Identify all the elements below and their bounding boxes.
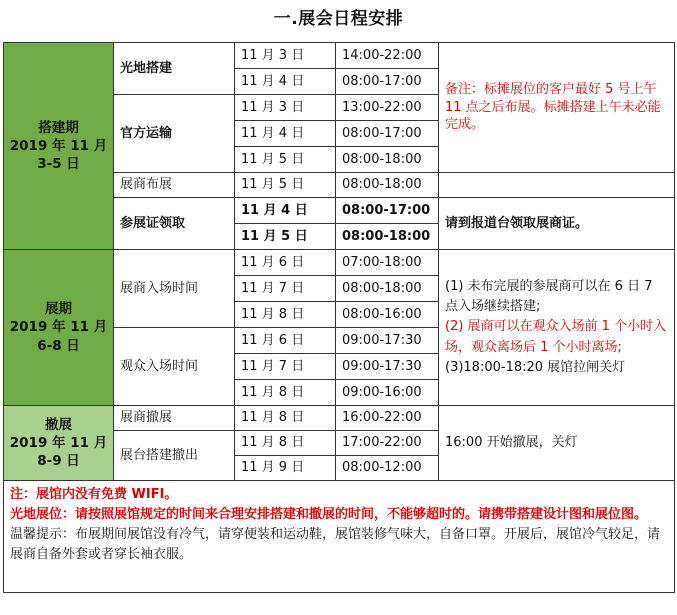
table-row <box>4 406 675 431</box>
time-cell: 08:00-18:00 <box>336 276 439 302</box>
activity-visitor-entry: 观众入场时间 <box>114 328 235 406</box>
phase-name: 展期 <box>45 301 72 318</box>
phase-days: 3-5 日 <box>37 156 80 173</box>
show-remarks <box>439 250 675 406</box>
table-row <box>4 481 675 593</box>
time-cell: 08:00-18:00 <box>336 173 439 198</box>
phase-year: 2019 年 11 月 <box>9 434 108 451</box>
date-cell: 11 月 5 日 <box>235 224 336 250</box>
date-cell: 11 月 8 日 <box>235 302 336 328</box>
activity-raw-space-build: 光地搭建 <box>114 43 235 95</box>
phase-year: 2019 年 11 月 <box>9 319 108 336</box>
activity-badge-pickup: 参展证领取 <box>114 198 235 250</box>
wifi-note: 注：展馆内没有免费 WIFI。 <box>10 487 178 502</box>
teardown-remark: 16:00 开始撤展，关灯 <box>439 406 675 481</box>
date-cell: 11 月 5 日 <box>235 173 336 198</box>
setup-remark: 备注：标摊展位的客户最好 5 号上午 11 点之后布展。标摊搭建上午未必能完成。 <box>439 43 675 173</box>
time-cell: 09:00-17:30 <box>336 328 439 354</box>
activity-exhibitor-setup: 展商布展 <box>114 173 235 198</box>
table-row <box>4 43 675 69</box>
schedule-table <box>3 42 675 593</box>
raw-space-note: 光地展位：请按照展馆规定的时间来合理安排搭建和撤展的时间，不能够超时的。请携带搭建设计图和展位图。 <box>10 507 648 523</box>
activity-exhibitor-entry: 展商入场时间 <box>114 250 235 328</box>
date-cell: 11 月 9 日 <box>235 456 336 481</box>
time-cell: 09:00-16:00 <box>336 380 439 406</box>
time-cell: 13:00-22:00 <box>336 95 439 121</box>
table-row <box>4 250 675 276</box>
time-cell: 08:00-17:00 <box>336 69 439 95</box>
time-cell: 08:00-17:00 <box>336 121 439 147</box>
date-cell: 11 月 3 日 <box>235 43 336 69</box>
time-cell: 07:00-18:00 <box>336 250 439 276</box>
activity-exhibitor-teardown: 展商撤展 <box>114 406 235 431</box>
date-cell: 11 月 8 日 <box>235 406 336 431</box>
phase-show-cell <box>4 250 114 406</box>
phase-name: 撤展 <box>45 416 72 433</box>
page-title: 一.展会日程安排 <box>273 9 404 29</box>
time-cell: 08:00-12:00 <box>336 456 439 481</box>
time-cell: 08:00-17:00 <box>336 198 439 224</box>
time-cell: 08:00-16:00 <box>336 302 439 328</box>
tip-note: 温馨提示：布展期间展馆没有冷气，请穿便装和运动鞋，展馆装修气味大，自备口罩。开展后，展馆冷气较足，请展商自备外套或者穿长袖衣服。 <box>10 527 661 563</box>
date-cell: 11 月 4 日 <box>235 121 336 147</box>
date-cell: 11 月 6 日 <box>235 250 336 276</box>
notes-cell <box>4 481 675 593</box>
time-cell: 16:00-22:00 <box>336 406 439 431</box>
date-cell: 11 月 4 日 <box>235 198 336 224</box>
time-cell: 09:00-17:30 <box>336 354 439 380</box>
activity-official-transport: 官方运输 <box>114 95 235 173</box>
phase-days: 8-9 日 <box>37 453 80 470</box>
activity-booth-teardown: 展台搭建撤出 <box>114 431 235 481</box>
date-cell: 11 月 8 日 <box>235 431 336 456</box>
time-cell: 08:00-18:00 <box>336 224 439 250</box>
time-cell: 14:00-22:00 <box>336 43 439 69</box>
date-cell: 11 月 8 日 <box>235 380 336 406</box>
phase-year: 2019 年 11 月 <box>9 137 108 154</box>
time-cell: 08:00-18:00 <box>336 147 439 173</box>
date-cell: 11 月 6 日 <box>235 328 336 354</box>
show-remark-2: (2) 展商可以在观众入场前 1 个小时入场，观众离场后 1 个小时离场; <box>445 319 667 355</box>
show-remark-1: (1) 未布完展的参展商可以在 6 日 7 点入场继续搭建; <box>445 279 653 315</box>
date-cell: 11 月 4 日 <box>235 69 336 95</box>
date-cell: 11 月 5 日 <box>235 147 336 173</box>
phase-name: 搭建期 <box>38 119 79 136</box>
phase-days: 6-8 日 <box>37 337 80 354</box>
show-remark-3: (3)18:00-18:20 展馆拉闸关灯 <box>445 359 626 375</box>
date-cell: 11 月 7 日 <box>235 276 336 302</box>
phase-teardown-cell <box>4 406 114 481</box>
date-cell: 11 月 3 日 <box>235 95 336 121</box>
date-cell: 11 月 7 日 <box>235 354 336 380</box>
badge-remark: 请到报道台领取展商证。 <box>439 198 675 250</box>
phase-build-cell <box>4 43 114 250</box>
time-cell: 17:00-22:00 <box>336 431 439 456</box>
